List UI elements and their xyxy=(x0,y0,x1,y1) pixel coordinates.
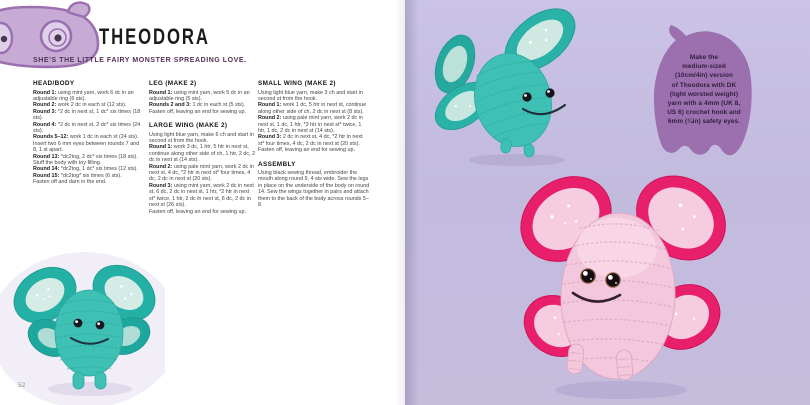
section-heading: SMALL WING (MAKE 2) xyxy=(258,80,336,87)
pattern-instruction: Fasten off, leaving an end for sewing up. xyxy=(258,147,355,154)
section-heading: HEAD/BODY xyxy=(33,80,75,87)
pink-fairy-photo xyxy=(503,148,760,405)
pattern-instruction: Round 3: using mint yarn, work 2 dc in next st, 6 dc, 2 dc in next st, 1 htr, *2 htr in next st* twice, 1 htr, 2 dc in next st, 6 dc, 2 dc in next st (26 sts). xyxy=(149,182,254,209)
pattern-instruction: Stuff the body with toy filling. xyxy=(33,159,102,166)
right-page-photo xyxy=(405,0,810,405)
pattern-instruction: Fasten off and darn in the end. xyxy=(33,179,107,186)
callout-text xyxy=(650,53,758,127)
pattern-instruction: Round 2: using pale mint yarn, work 2 dc in next st, 4 dc, *2 htr in next st* four times, 4 dc, 2 dc in next st (20 sts). xyxy=(149,163,254,183)
pattern-instruction: Round 13: *dc2tog, 2 dc* six times (18 sts). xyxy=(33,153,138,160)
callout-line: (light worsted weight) xyxy=(669,90,739,98)
pattern-instruction: Round 4: *2 dc in next st, 2 dc* six times (24 sts). xyxy=(33,121,141,134)
pattern-instruction: Insert two 6 mm eyes between rounds 7 and 8, 1 st apart. xyxy=(33,140,140,154)
pattern-column-3 xyxy=(258,80,370,216)
callout-monster xyxy=(650,24,762,164)
pattern-instruction: Fasten off, leaving an end for sewing up. xyxy=(149,208,246,215)
section-heading: LEG (MAKE 2) xyxy=(149,80,197,87)
teal-fairy-photo-small xyxy=(425,2,630,167)
pattern-instruction: Using light blue yarn, make 6 ch and start in second st from the hook. xyxy=(149,131,254,145)
section-heading: ASSEMBLY xyxy=(258,160,296,168)
pattern-instruction: Rounds 5–12: work 1 dc in each st (24 sts). xyxy=(33,134,139,141)
callout-line: medium-sized xyxy=(682,63,726,71)
pattern-instruction: Fasten off, leaving an end for sewing up. xyxy=(149,108,246,115)
callout-line: Make the xyxy=(689,54,719,61)
pattern-instruction: Using light blue yarn, make 3 ch and start in second st from the hook. xyxy=(258,89,363,102)
section-heading: LARGE WING (MAKE 2) xyxy=(149,122,228,130)
pattern-instruction: Round 14: *dc2tog, 1 dc* six times (12 sts). xyxy=(33,166,138,173)
callout-line: yarn with a 4mm (UK 8, xyxy=(667,100,741,108)
pattern-section xyxy=(258,161,370,209)
page-title: THEODORA xyxy=(99,24,210,49)
pattern-instruction: Round 1: using mint yarn, work 6 dc in an adjustable ring (6 sts). xyxy=(33,89,134,102)
pattern-instruction: Rounds 2 and 3: 1 dc in each st (5 sts). xyxy=(149,102,246,109)
page-subtitle: SHE’S THE LITTLE FAIRY MONSTER SPREADING LOVE. xyxy=(33,57,247,64)
pattern-instruction: Round 3: *2 dc in next st, 1 dc* six times (18 sts). xyxy=(33,108,141,122)
pattern-instruction: Round 1: work 3 dc, 1 htr, 5 htr in next st, continue along other side of ch, 1 htr, 2 dc, 2 dc in next st (14 sts). xyxy=(149,144,256,164)
callout-line: (10cm/4in) version xyxy=(675,72,733,80)
pattern-instruction: Round 2: using pale mint yarn, work 2 dc in next st, 1 dc, 1 htr, *3 htr in next st* twice, 1 htr, 1 dc, 2 dc in next st (14 sts). xyxy=(258,115,363,134)
pattern-instruction: Round 1: using mint yarn, work 5 dc in an adjustable ring (5 sts). xyxy=(149,89,250,102)
callout-line: 6mm (¼in) safety eyes. xyxy=(667,118,741,126)
pattern-section xyxy=(149,122,256,215)
pattern-column-1 xyxy=(33,80,142,193)
page-number: 52 xyxy=(18,382,26,389)
callout-line: US 6) crochet hook and xyxy=(667,109,741,117)
pattern-section xyxy=(149,80,256,115)
pattern-instruction: Round 3: 2 dc in next st, 4 dc, *2 htr in next st* four times, 4 dc, 2 dc in next st (20 sts). xyxy=(258,134,363,147)
pattern-column-2 xyxy=(149,80,256,222)
pattern-instruction: Round 2: work 2 dc in each st (12 sts). xyxy=(33,102,127,109)
pattern-instruction: Round 1: work 1 dc, 5 htr in next st, continue along other side of ch, 2 dc in next st (8 sts). xyxy=(258,102,367,115)
pattern-section xyxy=(258,80,370,154)
pattern-instruction: Round 15: *dc2tog* six times (6 sts). xyxy=(33,172,122,179)
pattern-instruction: Using black sewing thread, embroider the mouth along round 9, 4 sts wide. Sew the legs in place on the underside of the body on round 14. Sew the wings together in pairs and attach them to the back of the body across rounds 5–8. xyxy=(258,170,370,209)
pattern-section xyxy=(33,80,142,186)
callout-line: of Theodora with DK xyxy=(671,81,737,89)
